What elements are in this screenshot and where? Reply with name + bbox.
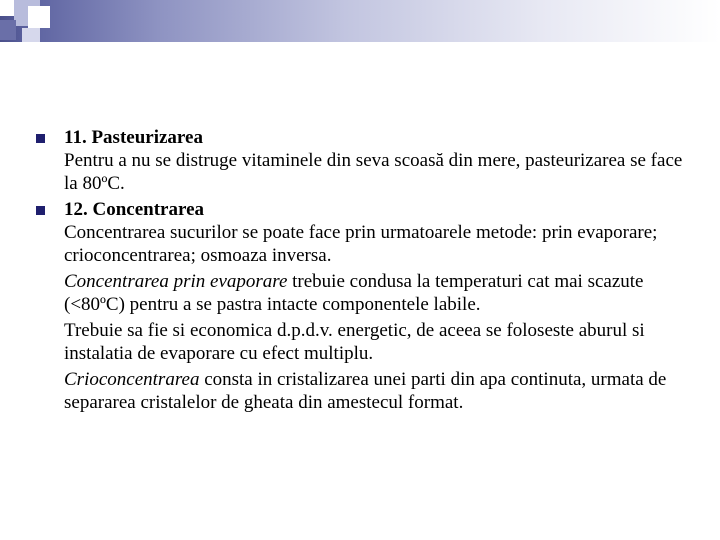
paragraph: Crioconcentrarea consta in cristalizarea unei parti din apa continuta, urmata de separarea cristalelor de gheata din amestecul format. bbox=[64, 369, 667, 413]
bullet-item-concentrarea bbox=[36, 198, 686, 221]
italic-term: Crioconcentrarea bbox=[64, 369, 200, 390]
slide-content bbox=[36, 124, 686, 417]
header-decoration bbox=[0, 0, 720, 42]
square-bullet-icon bbox=[36, 134, 45, 143]
bullet-item-pasteurizarea bbox=[36, 126, 686, 149]
square-bullet-icon bbox=[36, 206, 45, 215]
paragraph: Concentrarea prin evaporare trebuie condusa la temperaturi cat mai scazute (<80ºC) pentru a se pastra intacte componentele labile. bbox=[64, 271, 644, 315]
italic-term: Concentrarea prin evaporare bbox=[64, 271, 288, 292]
paragraph: Concentrarea sucurilor se poate face prin urmatoarele metode: prin evaporare; crioconcentrarea; osmoaza inversa. bbox=[64, 222, 658, 266]
section-heading: 12. Concentrarea bbox=[64, 199, 205, 220]
section-heading: 11. Pasteurizarea bbox=[64, 127, 203, 148]
paragraph: Trebuie sa fie si economica d.p.d.v. energetic, de aceea se foloseste aburul si instalatia de evaporare cu efect multiplu. bbox=[64, 320, 645, 364]
paragraph: Pentru a nu se distruge vitaminele din seva scoasă din mere, pasteurizarea se face la 80ºC. bbox=[64, 150, 683, 194]
header-squares-decoration bbox=[0, 0, 60, 46]
